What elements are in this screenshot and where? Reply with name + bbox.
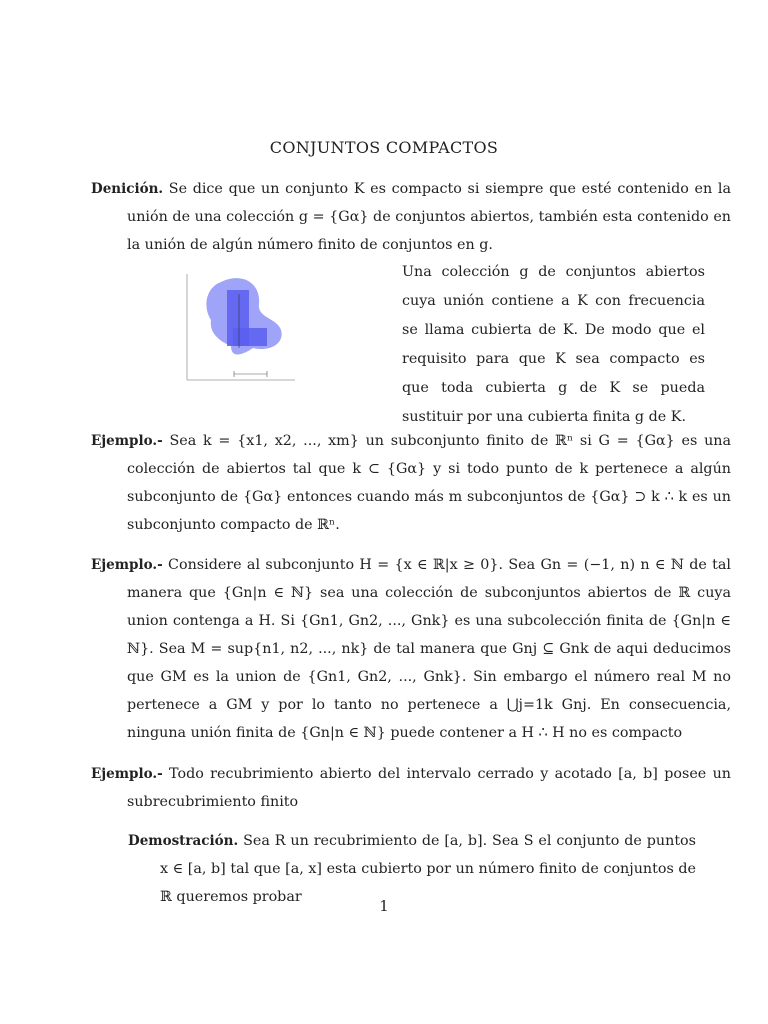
cover-diagram-image (181, 268, 299, 386)
example-2-label: Ejemplo.- (91, 557, 163, 573)
example-1-label: Ejemplo.- (91, 433, 163, 449)
example-2-paragraph (91, 551, 731, 747)
definition-paragraph (91, 175, 731, 259)
page-number: 1 (379, 897, 389, 915)
proof-text: Sea R un recubrimiento de [a, b]. Sea S el conjunto de puntos x ∈ [a, b] tal que [a, x] esta cubierto por un número finito de conjuntos de ℝ queremos probar (160, 833, 697, 905)
example-1-paragraph (91, 427, 731, 539)
cover-figure (181, 268, 299, 386)
example-3-text: Todo recubrimiento abierto del intervalo cerrado y acotado [a, b] posee un subrecubrimiento finito (127, 766, 731, 810)
figure-caption: Una colección g de conjuntos abiertos cuya unión contiene a K con frecuencia se llama cubierta de K. De modo que el requisito para que K sea compacto es que toda cubierta g de K se pueda sustituir por una cubierta finita g de K. (402, 264, 705, 425)
definition-label: Denición. (91, 181, 164, 197)
definition-text: Se dice que un conjunto K es compacto si siempre que esté contenido en la unión de una colección g = {Gα} de conjuntos abiertos, también esta contenido en la unión de algún número finito de conjuntos en g. (127, 181, 731, 253)
example-3-label: Ejemplo.- (91, 766, 163, 782)
page-title: CONJUNTOS COMPACTOS (269, 138, 499, 157)
example-1-text: Sea k = {x1, x2, ..., xm} un subconjunto finito de ℝⁿ si G = {Gα} es una colección de abiertos tal que k ⊂ {Gα} y si todo punto de k pertenece a algún subconjunto de {Gα} entonces cuando más m subconjuntos de {Gα} ⊃ k ∴ k es un subconjunto compacto de ℝⁿ. (127, 433, 732, 533)
proof-label: Demostración. (128, 833, 239, 849)
example-2-text: Considere al subconjunto H = {x ∈ ℝ|x ≥ 0}. Sea Gn = (−1, n) n ∈ ℕ de tal manera que {Gn|n ∈ ℕ} sea una colección de subconjuntos abiertos de ℝ cuya union contenga a H. Si {Gn1, Gn2, ..., Gnk} es una subcolección finita de {Gn|n ∈ ℕ}. Sea M = sup{n1, n2, ..., nk} de tal manera que Gnj ⊆ Gnk de aqui deducimos que GM es la union de {Gn1, Gn2, ..., Gnk}. Sin embargo el número real M no pertenece a GM y por lo tanto no pertenece a ⋃j=1k Gnj. En consecuencia, ninguna unión finita de {Gn|n ∈ ℕ} puede contener a H ∴ H no es compacto (127, 557, 732, 741)
example-3-paragraph (91, 760, 731, 816)
